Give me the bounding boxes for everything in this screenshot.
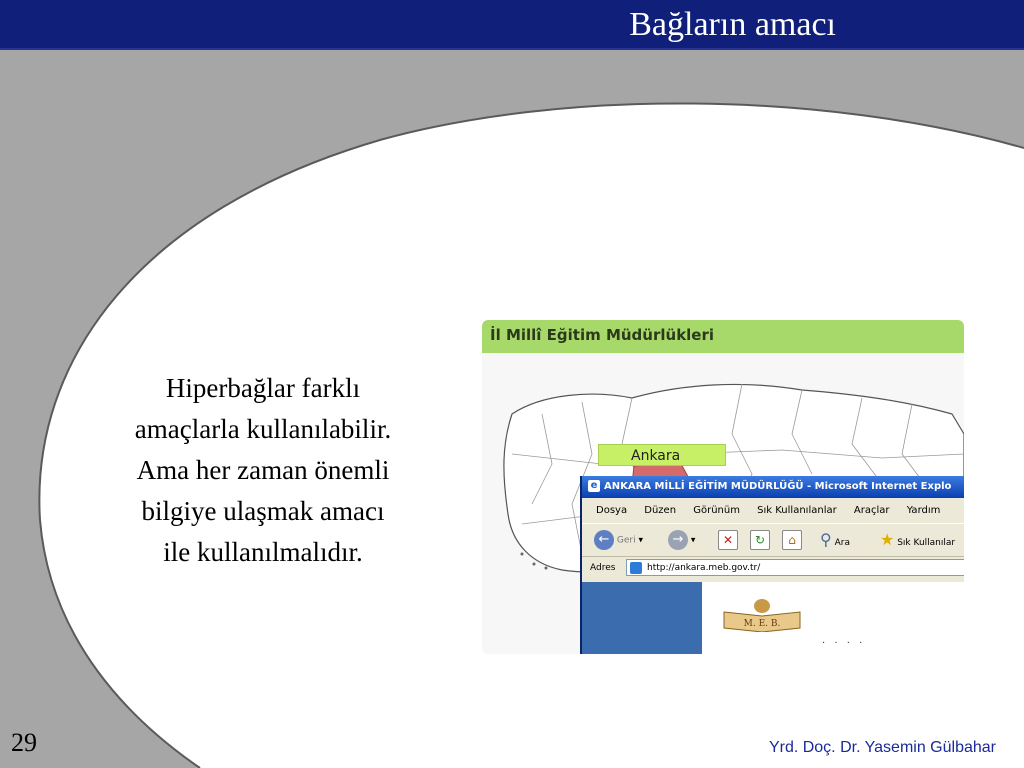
menu-dosya: Dosya [596, 505, 628, 516]
ie-icon: e [588, 480, 600, 492]
body-line: bilgiye ulaşmak amacı [141, 496, 385, 526]
search-label: Ara [834, 538, 850, 548]
page-icon [630, 562, 642, 574]
body-line: Hiperbağlar farklı [165, 373, 361, 403]
address-field [626, 559, 964, 576]
body-line: amaçlarla kullanılabilir. [134, 414, 392, 444]
title-bar [0, 0, 1024, 50]
menu-gorunum: Görünüm [693, 505, 740, 516]
favorites-button [880, 530, 955, 550]
menu-yardim: Yardım [906, 505, 941, 516]
browser-toolbar [582, 523, 964, 557]
stop-icon: ✕ [718, 530, 738, 550]
refresh-button [750, 530, 770, 550]
browser-address-bar [582, 557, 964, 579]
screenshot-image [482, 320, 964, 654]
stop-button [718, 530, 738, 550]
screenshot-header [482, 320, 964, 353]
browser-content [582, 582, 964, 654]
screenshot-header-text: İl Millî Eğitim Müdürlükleri [490, 326, 715, 344]
browser-titlebar [582, 476, 964, 498]
slide-title: Bağların amacı [629, 6, 836, 43]
browser-window [580, 476, 964, 654]
menu-sik-kullanilanlar: Sık Kullanılanlar [757, 505, 837, 516]
address-label: Adres [590, 563, 616, 573]
back-arrow-icon: ← [594, 530, 614, 550]
forward-button: → ▾ [668, 530, 695, 550]
meb-logo-text: M. E. B. [743, 619, 781, 629]
browser-menu-bar [582, 500, 964, 522]
body-text [88, 368, 438, 573]
search-button [820, 530, 850, 550]
menu-duzen: Düzen [644, 505, 677, 516]
browser-window-title: ANKARA MİLLİ EĞİTİM MÜDÜRLÜĞÜ - Microsoft Internet Explo [604, 481, 952, 492]
search-icon: ⚲ [820, 530, 832, 549]
menu-araclar: Araçlar [853, 505, 890, 516]
slide-number: 29 [11, 728, 37, 757]
body-line: Ama her zaman önemli [136, 455, 390, 485]
back-label: Geri [616, 535, 636, 546]
ankara-map-label: Ankara [598, 444, 726, 466]
favorites-label: Sık Kullanılar [897, 538, 956, 548]
content-left-pane [582, 582, 702, 654]
star-icon: ★ [880, 530, 895, 549]
content-dots: · · · · [822, 638, 866, 649]
title-bar-accent [0, 48, 1024, 50]
home-button [782, 530, 802, 550]
refresh-icon: ↻ [750, 530, 770, 550]
address-url: http://ankara.meb.gov.tr/ [647, 563, 761, 573]
home-icon: ⌂ [782, 530, 802, 550]
back-button: ← Geri ▾ [594, 530, 643, 550]
meb-logo [720, 598, 804, 632]
body-line: ile kullanılmalıdır. [163, 537, 363, 567]
footer-author: Yrd. Doç. Dr. Yasemin Gülbahar [768, 739, 996, 756]
forward-arrow-icon: → [668, 530, 688, 550]
